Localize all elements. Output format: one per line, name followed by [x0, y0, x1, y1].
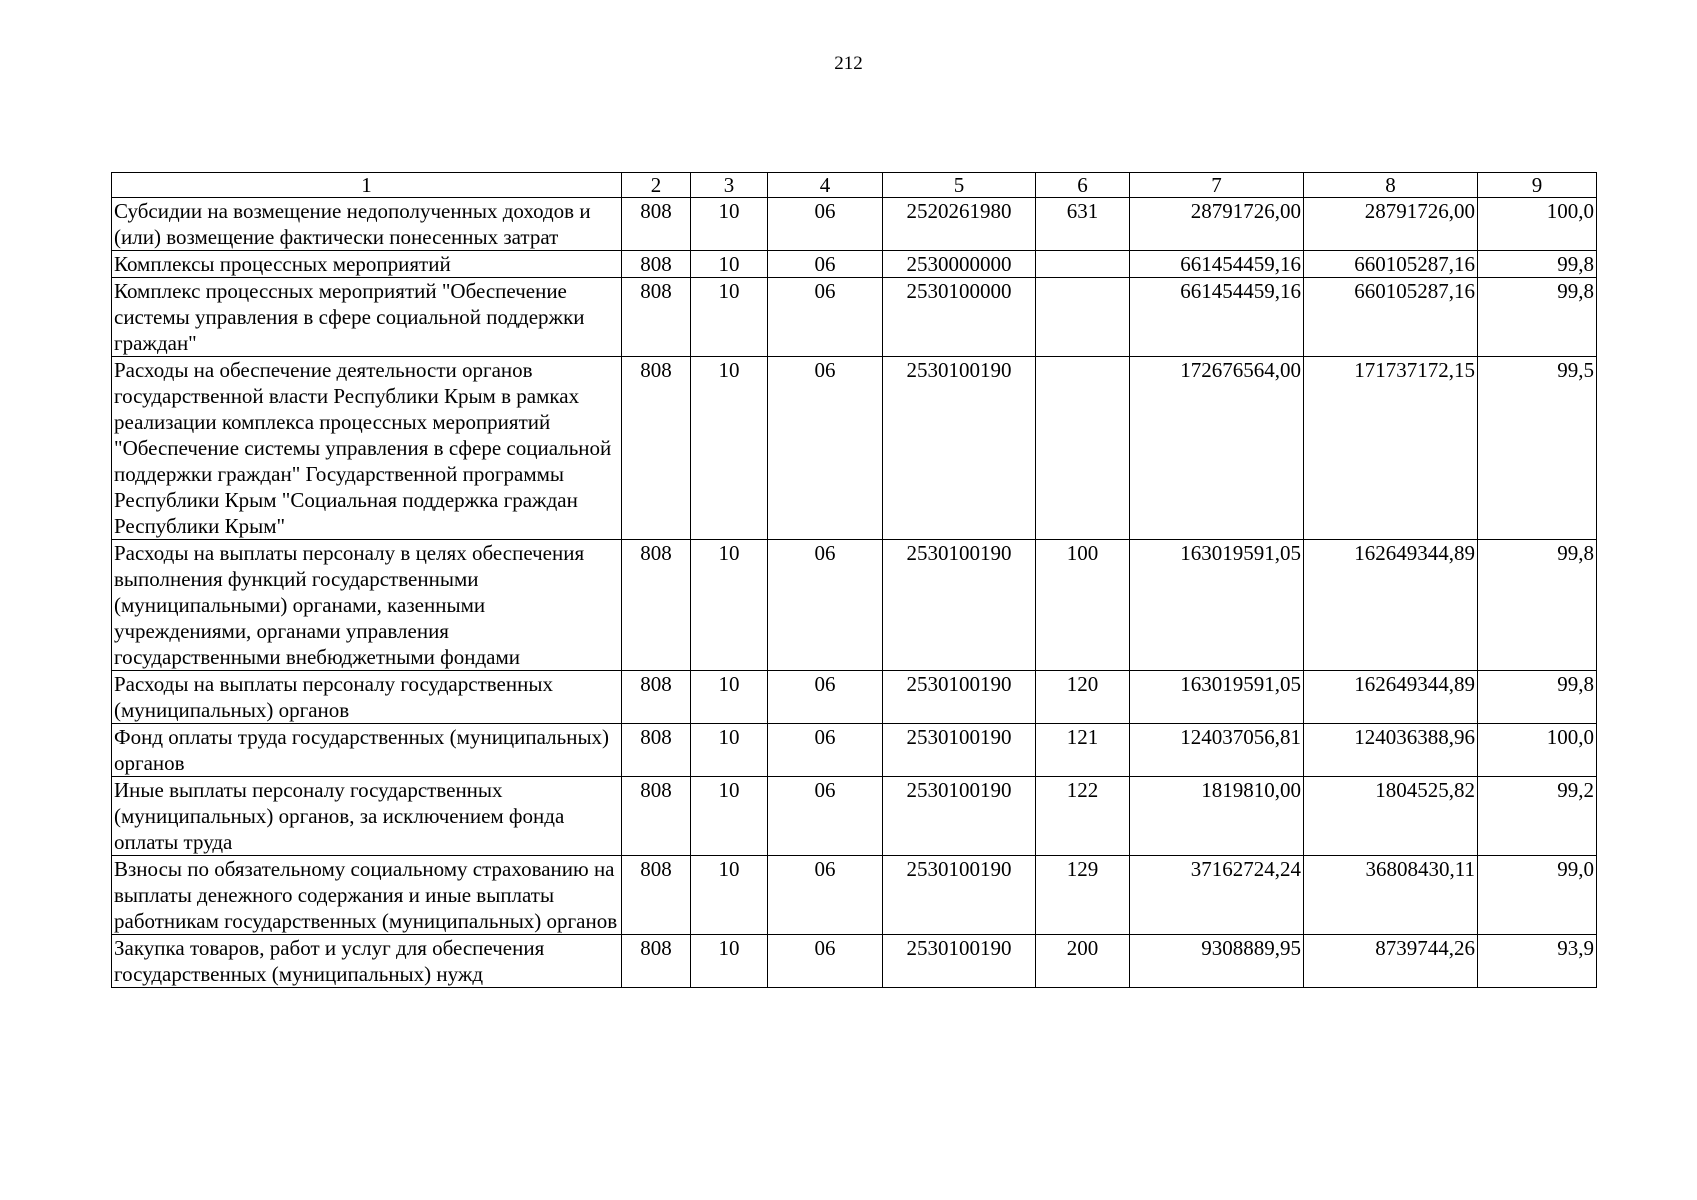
row-code-2: 808: [622, 724, 691, 777]
row-code-2: 808: [622, 278, 691, 357]
row-amount-planned: 163019591,05: [1130, 540, 1304, 671]
row-amount-planned: 661454459,16: [1130, 278, 1304, 357]
row-code-4: 06: [768, 935, 883, 988]
row-amount-actual: 660105287,16: [1304, 278, 1478, 357]
row-amount-actual: 660105287,16: [1304, 251, 1478, 278]
row-code-3: 10: [691, 251, 768, 278]
row-amount-planned: 28791726,00: [1130, 198, 1304, 251]
row-amount-planned: 37162724,24: [1130, 856, 1304, 935]
row-code-4: 06: [768, 540, 883, 671]
row-code-6: 631: [1036, 198, 1130, 251]
row-code-3: 10: [691, 357, 768, 540]
row-amount-planned: 661454459,16: [1130, 251, 1304, 278]
row-code-3: 10: [691, 540, 768, 671]
row-name: Комплексы процессных мероприятий: [112, 251, 622, 278]
page-number: 212: [834, 53, 863, 74]
row-code-4: 06: [768, 198, 883, 251]
row-percent: 99,8: [1478, 540, 1597, 671]
col-header-2: 2: [622, 173, 691, 198]
row-code-5: 2530100190: [883, 357, 1036, 540]
col-header-6: 6: [1036, 173, 1130, 198]
row-name: Субсидии на возмещение недополученных доходов и (или) возмещение фактически понесенных затрат: [112, 198, 622, 251]
col-header-4: 4: [768, 173, 883, 198]
row-code-3: 10: [691, 278, 768, 357]
row-code-2: 808: [622, 357, 691, 540]
row-code-4: 06: [768, 856, 883, 935]
row-name: Фонд оплаты труда государственных (муниципальных) органов: [112, 724, 622, 777]
row-amount-planned: 124037056,81: [1130, 724, 1304, 777]
row-code-6: [1036, 357, 1130, 540]
col-header-3: 3: [691, 173, 768, 198]
col-header-1: 1: [112, 173, 622, 198]
row-percent: 99,8: [1478, 278, 1597, 357]
row-code-2: 808: [622, 856, 691, 935]
row-name: Взносы по обязательному социальному страхованию на выплаты денежного содержания и иные выплаты работникам государственных (муниципальных) органов: [112, 856, 622, 935]
row-amount-actual: 171737172,15: [1304, 357, 1478, 540]
row-amount-planned: 163019591,05: [1130, 671, 1304, 724]
header-row: [112, 173, 1597, 198]
row-amount-planned: 9308889,95: [1130, 935, 1304, 988]
row-code-2: 808: [622, 540, 691, 671]
table-row: [112, 777, 1597, 856]
row-amount-actual: 36808430,11: [1304, 856, 1478, 935]
table-row: [112, 357, 1597, 540]
row-code-2: 808: [622, 671, 691, 724]
row-name: Комплекс процессных мероприятий "Обеспечение системы управления в сфере социальной поддержки граждан": [112, 278, 622, 357]
row-name: Закупка товаров, работ и услуг для обеспечения государственных (муниципальных) нужд: [112, 935, 622, 988]
row-percent: 99,5: [1478, 357, 1597, 540]
table-row: [112, 724, 1597, 777]
row-code-4: 06: [768, 251, 883, 278]
row-code-5: 2530100190: [883, 935, 1036, 988]
row-code-5: 2530100190: [883, 777, 1036, 856]
row-code-5: 2520261980: [883, 198, 1036, 251]
row-amount-planned: 1819810,00: [1130, 777, 1304, 856]
row-code-6: [1036, 251, 1130, 278]
row-code-3: 10: [691, 935, 768, 988]
row-amount-planned: 172676564,00: [1130, 357, 1304, 540]
row-code-2: 808: [622, 777, 691, 856]
row-amount-actual: 8739744,26: [1304, 935, 1478, 988]
col-header-8: 8: [1304, 173, 1478, 198]
row-name: Расходы на выплаты персоналу государственных (муниципальных) органов: [112, 671, 622, 724]
row-percent: 100,0: [1478, 198, 1597, 251]
row-code-5: 2530100000: [883, 278, 1036, 357]
row-code-2: 808: [622, 251, 691, 278]
row-code-6: 200: [1036, 935, 1130, 988]
row-code-2: 808: [622, 198, 691, 251]
row-amount-actual: 1804525,82: [1304, 777, 1478, 856]
row-percent: 99,0: [1478, 856, 1597, 935]
row-code-3: 10: [691, 724, 768, 777]
row-code-2: 808: [622, 935, 691, 988]
row-code-3: 10: [691, 777, 768, 856]
col-header-7: 7: [1130, 173, 1304, 198]
budget-table: [111, 172, 1597, 988]
col-header-5: 5: [883, 173, 1036, 198]
table-row: [112, 856, 1597, 935]
col-header-9: 9: [1478, 173, 1597, 198]
row-code-5: 2530100190: [883, 540, 1036, 671]
row-name: Расходы на обеспечение деятельности органов государственной власти Республики Крым в рамках реализации комплекса процессных мероприятий "Обеспечение системы управления в сфере социальной поддержки граждан" Государственной программы Республики Крым "Социальная поддержка граждан Республики Крым": [112, 357, 622, 540]
row-code-5: 2530100190: [883, 671, 1036, 724]
row-code-6: 129: [1036, 856, 1130, 935]
row-percent: 99,8: [1478, 251, 1597, 278]
row-name: Иные выплаты персоналу государственных (муниципальных) органов, за исключением фонда оплаты труда: [112, 777, 622, 856]
row-code-6: 122: [1036, 777, 1130, 856]
table-row: [112, 540, 1597, 671]
table-row: [112, 671, 1597, 724]
row-code-4: 06: [768, 724, 883, 777]
row-code-3: 10: [691, 856, 768, 935]
row-name: Расходы на выплаты персоналу в целях обеспечения выполнения функций государственными (муниципальными) органами, казенными учреждениями, органами управления государственными внебюджетными фондами: [112, 540, 622, 671]
row-code-5: 2530100190: [883, 724, 1036, 777]
row-amount-actual: 124036388,96: [1304, 724, 1478, 777]
row-amount-actual: 28791726,00: [1304, 198, 1478, 251]
row-code-4: 06: [768, 357, 883, 540]
row-code-6: [1036, 278, 1130, 357]
table-row: [112, 198, 1597, 251]
table-row: [112, 278, 1597, 357]
row-code-4: 06: [768, 777, 883, 856]
table-row: [112, 251, 1597, 278]
row-percent: 93,9: [1478, 935, 1597, 988]
row-amount-actual: 162649344,89: [1304, 671, 1478, 724]
row-code-6: 100: [1036, 540, 1130, 671]
row-code-6: 121: [1036, 724, 1130, 777]
row-amount-actual: 162649344,89: [1304, 540, 1478, 671]
row-percent: 99,2: [1478, 777, 1597, 856]
row-code-5: 2530100190: [883, 856, 1036, 935]
row-code-3: 10: [691, 671, 768, 724]
table-row: [112, 935, 1597, 988]
row-percent: 99,8: [1478, 671, 1597, 724]
row-code-3: 10: [691, 198, 768, 251]
row-code-6: 120: [1036, 671, 1130, 724]
row-code-5: 2530000000: [883, 251, 1036, 278]
row-code-4: 06: [768, 278, 883, 357]
row-percent: 100,0: [1478, 724, 1597, 777]
row-code-4: 06: [768, 671, 883, 724]
